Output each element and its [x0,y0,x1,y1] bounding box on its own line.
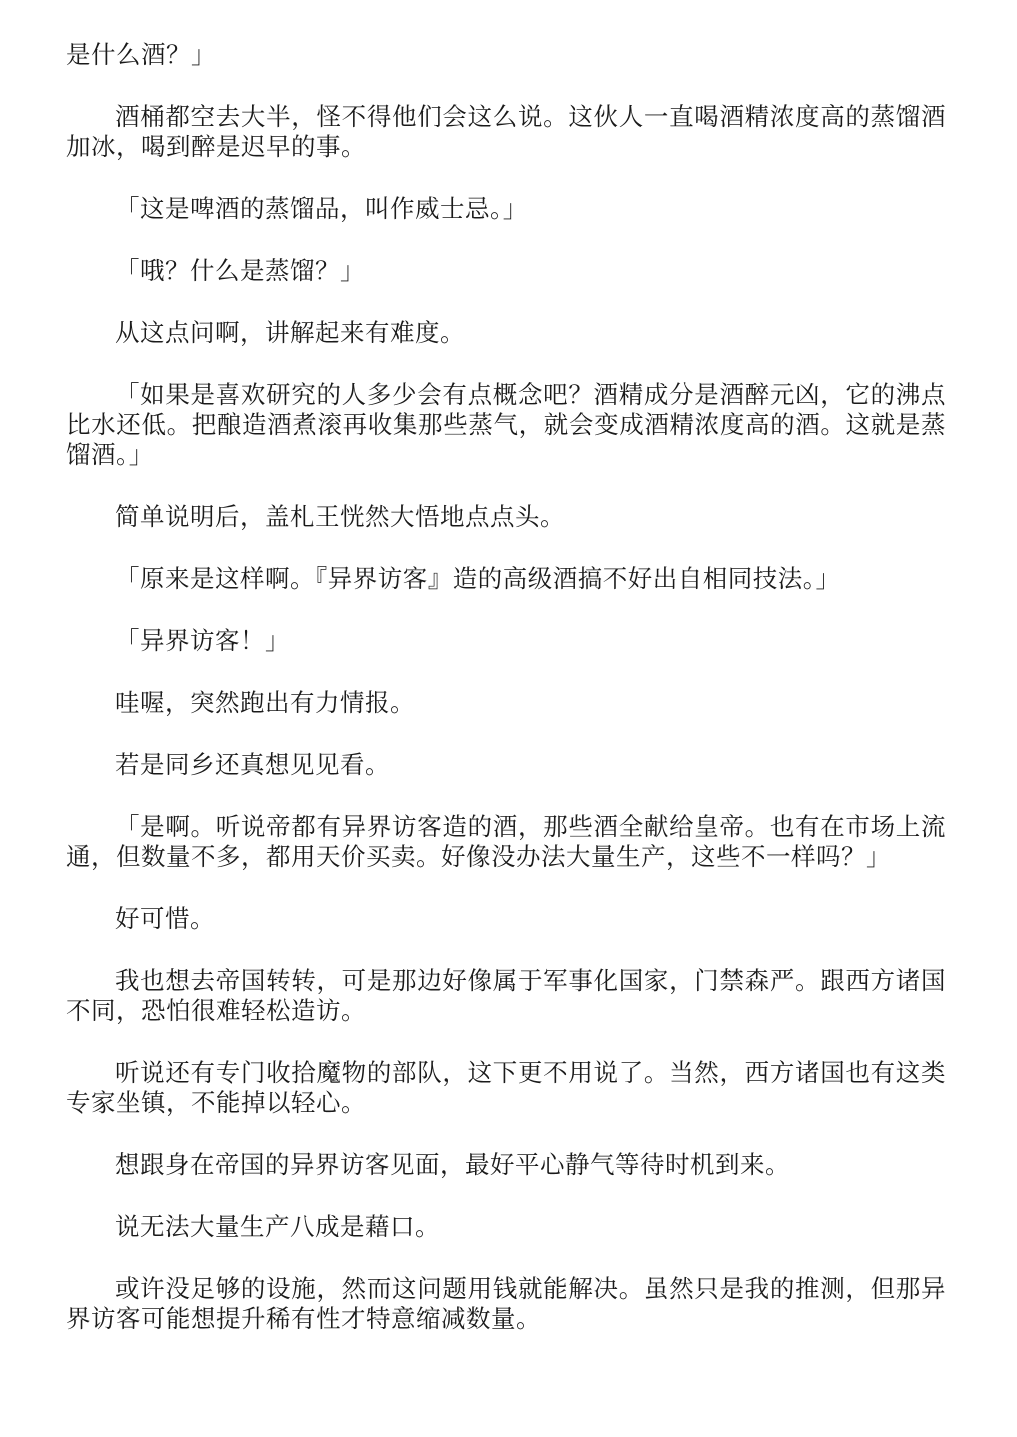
paragraph: 简单说明后，盖札王恍然大悟地点点头。 [115,502,565,531]
paragraph: 「是啊。听说帝都有异界访客造的酒，那些酒全献给皇帝。也有在市场上流通，但数量不多，都用天价买卖。好像没办法大量生产，这些不一样吗？」 [66,812,946,871]
paragraph: 说无法大量生产八成是藉口。 [115,1212,440,1241]
paragraph: 想跟身在帝国的异界访客见面，最好平心静气等待时机到来。 [115,1150,790,1179]
paragraph: 我也想去帝国转转，可是那边好像属于军事化国家，门禁森严。跟西方诸国不同，恐怕很难轻松造访。 [66,966,946,1025]
paragraph: 「异界访客！」 [115,626,290,655]
paragraph: 「哦？什么是蒸馏？」 [115,256,365,285]
paragraph: 若是同乡还真想见见看。 [115,750,390,779]
paragraph: 好可惜。 [115,904,215,933]
paragraph: 或许没足够的设施，然而这问题用钱就能解决。虽然只是我的推测，但那异界访客可能想提升稀有性才特意缩减数量。 [66,1274,946,1333]
paragraph: 「原来是这样啊。『异界访客』造的高级酒搞不好出自相同技法。」 [115,564,841,593]
document-page [66,40,946,1366]
paragraph: 是什么酒？」 [66,40,216,69]
paragraph: 听说还有专门收拾魔物的部队，这下更不用说了。当然，西方诸国也有这类专家坐镇，不能掉以轻心。 [66,1058,946,1117]
paragraph: 「如果是喜欢研究的人多少会有点概念吧？酒精成分是酒醉元凶，它的沸点比水还低。把酿造酒煮滚再收集那些蒸气，就会变成酒精浓度高的酒。这就是蒸馏酒。」 [66,380,946,469]
paragraph: 「这是啤酒的蒸馏品，叫作威士忌。」 [115,194,528,223]
paragraph: 从这点问啊，讲解起来有难度。 [115,318,465,347]
paragraph: 哇喔，突然跑出有力情报。 [115,688,415,717]
paragraph: 酒桶都空去大半，怪不得他们会这么说。这伙人一直喝酒精浓度高的蒸馏酒加冰，喝到醉是迟早的事。 [66,102,946,161]
